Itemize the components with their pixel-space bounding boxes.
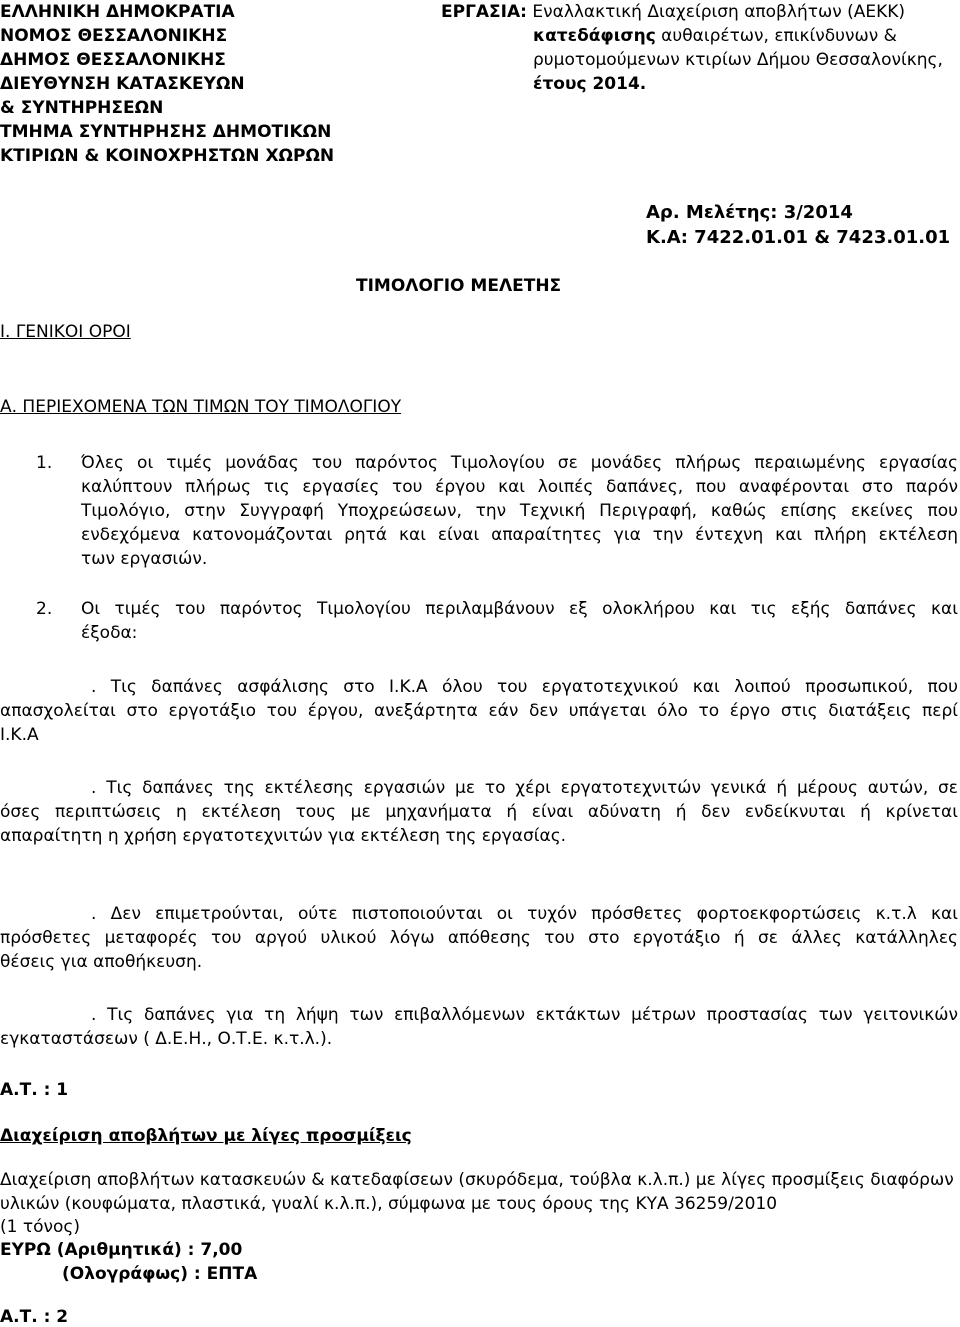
authority-line: & ΣΥΝΤΗΡΗΣΕΩΝ bbox=[0, 98, 164, 118]
article-description-line: υλικών (κουφώματα, πλαστικά, γυαλί κ.λ.π.), σύμφωνα με τους όρους της ΚΥΑ 36259/2010 bbox=[0, 1194, 778, 1214]
authority-line: ΝΟΜΟΣ ΘΕΣΣΑΛΟΝΙΚΗΣ bbox=[0, 26, 228, 46]
item-line: πρόσθετες μεταφορές του αργού υλικού λόγω απόθεσης του στο εργοτάξιο ή σε άλλες κατάλληλες bbox=[0, 928, 958, 948]
paragraph-line: ενδεχόμενα κατονομάζονται ρητά και είναι απαραίτητες για την έντεχνη και πλήρη εκτέλεση bbox=[81, 525, 958, 545]
project-title-bold: κατεδάφισης bbox=[533, 26, 656, 46]
section-heading: Ι. ΓΕΝΙΚΟΙ ΟΡΟΙ bbox=[0, 322, 131, 342]
price-words: (Ολογράφως) : ΕΠΤΑ bbox=[62, 1264, 258, 1284]
budget-codes: Κ.Α: 7422.01.01 & 7423.01.01 bbox=[646, 227, 951, 248]
paragraph-line: Όλες οι τιμές μονάδας του παρόντος Τιμολογίου σε μονάδες πλήρως περαιωμένης εργασίας bbox=[81, 453, 958, 473]
item-line: θέσεις για αποθήκευση. bbox=[0, 952, 203, 972]
paragraph-line: έξοδα: bbox=[81, 623, 138, 643]
item-line: . Τις δαπάνες για τη λήψη των επιβαλλόμενων εκτάκτων μέτρων προστασίας των γειτονικών bbox=[91, 1005, 958, 1025]
study-number: Αρ. Μελέτης: 3/2014 bbox=[646, 202, 853, 223]
project-title-2: αυθαιρέτων, επικίνδυνων & bbox=[655, 26, 897, 46]
article-unit: (1 τόνος) bbox=[0, 1217, 80, 1237]
paragraph-line: Τιμολόγιο, στην Συγγραφή Υποχρεώσεων, την Τεχνική Περιγραφή, καθώς επίσης εκείνες που bbox=[81, 501, 958, 521]
project-line bbox=[533, 26, 897, 46]
item-line: . Τις δαπάνες της εκτέλεσης εργασιών με το χέρι εργατοτεχνιτών γενικά ή μέρους αυτών, σε bbox=[91, 778, 958, 798]
price-numeric: ΕΥΡΩ (Αριθμητικά) : 7,00 bbox=[0, 1240, 243, 1260]
subsection-heading: Α. ΠΕΡΙΕΧΟΜΕΝΑ ΤΩΝ ΤΙΜΩΝ ΤΟΥ ΤΙΜΟΛΟΓΙΟΥ bbox=[0, 397, 402, 417]
project-title-1: Εναλλακτική Διαχείριση αποβλήτων (ΑΕΚΚ) bbox=[526, 2, 906, 22]
article-title: Διαχείριση αποβλήτων με λίγες προσμίξεις bbox=[0, 1126, 412, 1146]
item-line: . Δεν επιμετρούνται, ούτε πιστοποιούνται οι τυχόν πρόσθετες φορτοεκφορτώσεις κ.τ.λ και bbox=[91, 904, 958, 924]
authority-line: ΔΙΕΥΘΥΝΣΗ ΚΑΤΑΣΚΕΥΩΝ bbox=[0, 74, 245, 94]
item-line: εγκαταστάσεων ( Δ.Ε.Η., Ο.Τ.Ε. κ.τ.λ.). bbox=[0, 1029, 333, 1049]
article-code: Α.Τ. : 1 bbox=[0, 1080, 69, 1100]
item-line: απαραίτητη η χρήση εργατοτεχνιτών για εκτέλεση της εργασίας. bbox=[0, 826, 567, 846]
article-description-line: Διαχείριση αποβλήτων κατασκευών & κατεδαφίσεων (σκυρόδεμα, τούβλα κ.λ.π.) με λίγες προσμίξεις διαφόρων bbox=[0, 1170, 954, 1190]
authority-line: ΔΗΜΟΣ ΘΕΣΣΑΛΟΝΙΚΗΣ bbox=[0, 50, 226, 70]
item-line: . Τις δαπάνες ασφάλισης στο Ι.Κ.Α όλου του εργατοτεχνικού και λοιπού προσωπικού, που bbox=[91, 677, 958, 697]
project-year: έτους 2014. bbox=[533, 74, 647, 94]
project-line: ρυμοτομούμενων κτιρίων Δήμου Θεσσαλονίκης, bbox=[533, 50, 943, 70]
authority-line: ΚΤΙΡΙΩΝ & ΚΟΙΝΟΧΡΗΣΤΩΝ ΧΩΡΩΝ bbox=[0, 146, 335, 166]
item-line: Ι.Κ.Α bbox=[0, 725, 39, 745]
article-code: Α.Τ. : 2 bbox=[0, 1307, 69, 1327]
paragraph-line: καλύπτουν πλήρως τις εργασίες του έργου και λοιπές δαπάνες, που αναφέρονται στο παρόν bbox=[81, 477, 958, 497]
project-line bbox=[441, 2, 905, 22]
authority-line: ΤΜΗΜΑ ΣΥΝΤΗΡΗΣΗΣ ΔΗΜΟΤΙΚΩΝ bbox=[0, 122, 332, 142]
item-line: όσες περιπτώσεις η εκτέλεση τους με μηχανήματα ή είναι αδύνατη ή δεν ενδείκνυται ή κρίνεται bbox=[0, 802, 958, 822]
paragraph-number: 1. bbox=[36, 453, 53, 473]
paragraph-line: των εργασιών. bbox=[81, 549, 208, 569]
document-title: ΤΙΜΟΛΟΓΙΟ ΜΕΛΕΤΗΣ bbox=[356, 276, 562, 296]
paragraph-line: Οι τιμές του παρόντος Τιμολογίου περιλαμβάνουν εξ ολοκλήρου και τις εξής δαπάνες και bbox=[81, 599, 958, 619]
paragraph-number: 2. bbox=[36, 599, 53, 619]
item-line: απασχολείται στο εργοτάξιο του έργου, ανεξάρτητα εάν δεν υπάγεται όλο το έργο στις διατάξεις περί bbox=[0, 701, 958, 721]
authority-line: ΕΛΛΗΝΙΚΗ ΔΗΜΟΚΡΑΤΙΑ bbox=[0, 2, 235, 22]
project-label: ΕΡΓΑΣΙΑ: bbox=[441, 2, 527, 22]
